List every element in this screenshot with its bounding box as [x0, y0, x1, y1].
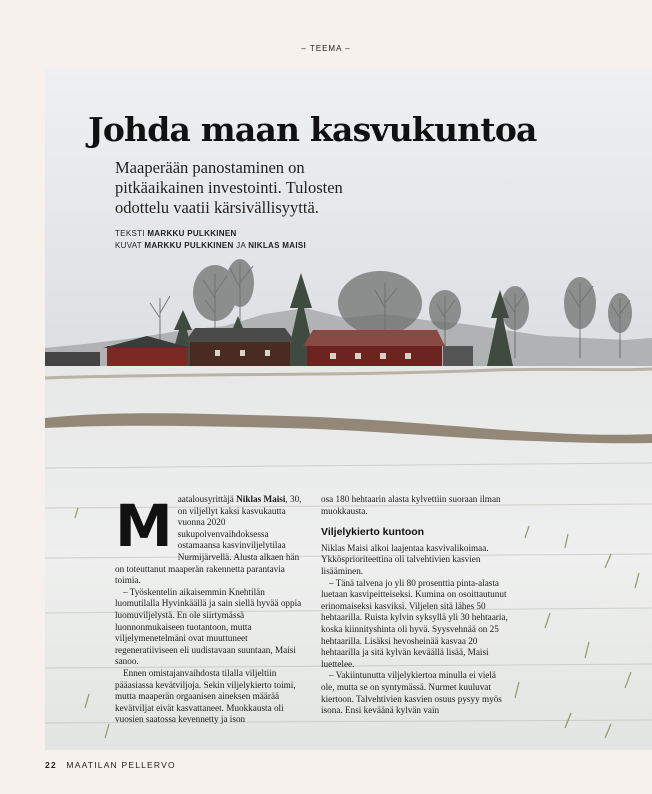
page-number: 22 — [45, 760, 57, 770]
article-title: Johda maan kasvukuntoa — [88, 110, 537, 149]
photo-credit-author-2: NIKLAS MAISI — [248, 241, 307, 250]
farmer-name: Niklas Maisi — [236, 494, 286, 504]
body-paragraph-4: osa 180 hehtaarin alasta kylvettiin suoraan ilman muokkausta. — [321, 494, 501, 516]
p1-rest: , 30, on viljellyt kaksi kasvukautta vuonna 2020 sukupolvenvaihdoksessa ostamaansa kasvinviljelytilaa Nurmijärvellä. Alusta alkaen hän on toteuttanut maaperän rakennetta parantavia toimia. — [115, 494, 302, 586]
byline — [115, 228, 306, 252]
photo-credit-author-1: MARKKU PULKKINEN — [144, 241, 234, 250]
body-column-1 — [115, 494, 305, 726]
body-paragraph-1 — [115, 494, 305, 587]
section-label: – TEEMA – — [301, 44, 351, 53]
body-paragraph-3: Ennen omistajanvaihdosta tilalla viljeltiin pääasiassa kevätviljoja. Sekin viljelykierto toimi, mutta maaperän orgaanisen aineksen määrää kevätviljat eivät kasvattaneet. Muokkausta oli vuosien saatossa kevennetty ja ison — [115, 667, 296, 725]
body-paragraph-5: Niklas Maisi alkoi laajentaa kasvivalikoimaa. Ykkösprioriteettina oli talvehtivien kasvien lisääminen. — [321, 542, 489, 576]
body-paragraph-2: – Työskentelin aikaisemmin Knehtilän luomutilalla Hyvinkäällä ja sain siellä hyvää oppia luomuviljelystä. En ole siirtymässä luonnonmukaiseen tuotantoon, mutta viljelymenetelmäni ovat muuttuneet regeneratiiviseen eli uudistavaan suuntaan, Maisi sanoo. — [115, 586, 302, 667]
subheading: Viljelykierto kuntoon — [321, 526, 425, 539]
body-paragraph-6: – Tänä talvena jo yli 80 prosenttia pinta-alasta luetaan kasvipeitteiseksi. Kumina on osoittautunut erinomaiseksi kasviksi. Viljelen sitä lähes 50 hehtaarilla. Ruista kylvin syksyllä yli 30 hehtaaria, koska kiinnityshinta oli hyvä. Syysvehnää on 25 hehtaarilla. Lisäksi hevosheinää kasvaa 20 hehtaarilla ja sitä kylvän keväällä lisää, Maisi luettelee. — [321, 577, 508, 669]
publication-name: MAATILAN PELLERVO — [66, 760, 176, 770]
body-paragraph-7: – Vakiintunutta viljelykiertoa minulla ei vielä ole, mutta se on syntymässä. Nurmet kuuluvat kiertoon. Talvehtivien kasvien osuus pysyy myös isona. Ensi keväänä kylvän vain — [321, 670, 502, 716]
text-credit-label: TEKSTI — [115, 229, 145, 238]
photo-credit-label: KUVAT — [115, 241, 142, 250]
text-credit — [115, 228, 306, 240]
photo-credit-joiner: JA — [236, 241, 246, 250]
text-credit-author: MARKKU PULKKINEN — [147, 229, 237, 238]
lead-paragraph: Maaperään panostaminen on pitkäaikainen investointi. Tulosten odottelu vaatii kärsivällisyyttä. — [115, 158, 343, 217]
page-footer — [45, 760, 176, 770]
drop-cap: M — [115, 492, 173, 560]
p1-start: aatalousyrittäjä — [177, 494, 237, 504]
body-column-2 — [321, 494, 511, 717]
photo-credit — [115, 240, 306, 252]
